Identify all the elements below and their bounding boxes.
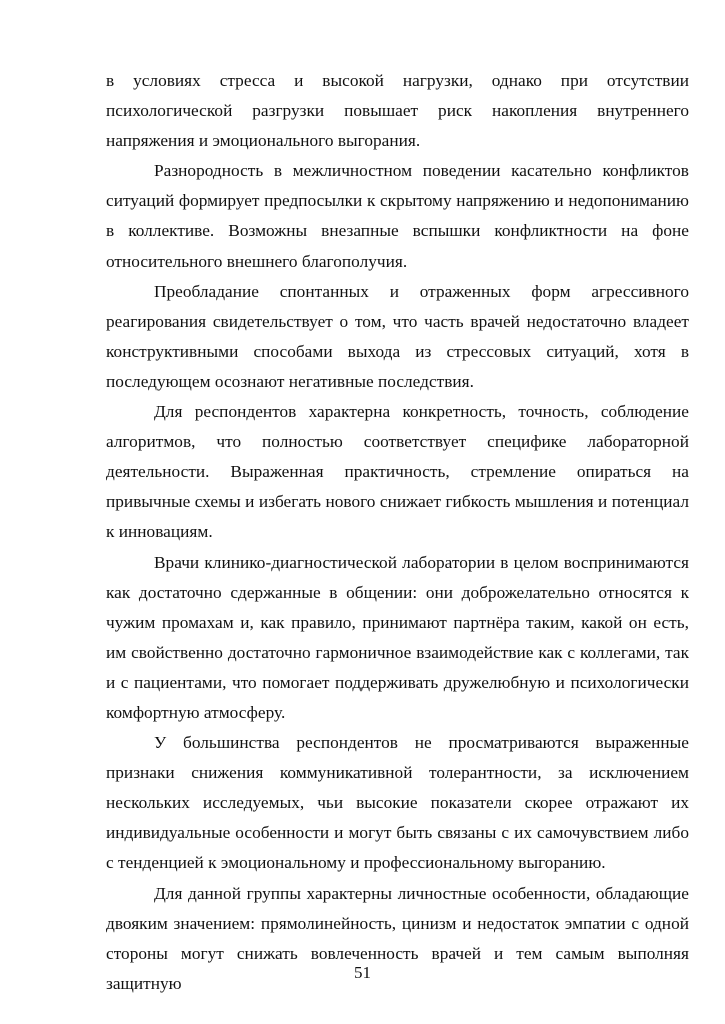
paragraph-personality-traits: Для данной группы характерны личностные особенности, обладающие двояким значением: прямолинейность, цинизм и недостаток эмпатии с одной стороны могут снижать вовлеченность врачей и тем самым выполняя защитную — [106, 883, 689, 993]
paragraph-communication-style: Врачи клинико-диагностической лаборатории в целом воспринимаются как достаточно сдержанные в общении: они доброжелательно относятся к чужим промахам и, как правило, принимают партнёра таким, какой он есть, им свойственно достаточно гармоничное взаимодействие как с коллегами, так и с пациентами, что помогает поддерживать дружелюбную и психологически комфортную атмосферу. — [106, 552, 689, 722]
body-text — [106, 66, 689, 999]
paragraph-continuation: в условиях стресса и высокой нагрузки, однако при отсутствии психологической разгрузки повышает риск накопления внутреннего напряжения и эмоционального выгорания. — [106, 71, 689, 151]
paragraph-aggressive-reactions: Преобладание спонтанных и отраженных форм агрессивного реагирования свидетельствует о том, что часть врачей недостаточно владеет конструктивными способами выхода из стрессовых ситуаций, хотя в последующем осознают негативные последствия. — [106, 281, 689, 391]
paragraph-communicative-tolerance: У большинства респондентов не просматриваются выраженные признаки снижения коммуникативной толерантности, за исключением нескольких исследуемых, чьи высокие показатели скорее отражают их индивидуальные особенности и могут быть связаны с их самочувствием либо с тенденцией к эмоциональному и профессиональному выгоранию. — [106, 733, 689, 873]
page-number: 51 — [354, 963, 371, 982]
paragraph-concreteness: Для респондентов характерна конкретность, точность, соблюдение алгоритмов, что полностью соответствует специфике лабораторной деятельности. Выраженная практичность, стремление опираться на привычные схемы и избегать нового снижает гибкость мышления и потенциал к инновациям. — [106, 402, 689, 542]
paragraph-interpersonal-behavior: Разнородность в межличностном поведении касательно конфликтов ситуаций формирует предпосылки к скрытому напряжению и недопониманию в коллективе. Возможны внезапные вспышки конфликтности на фоне относительного внешнего благополучия. — [106, 161, 689, 271]
